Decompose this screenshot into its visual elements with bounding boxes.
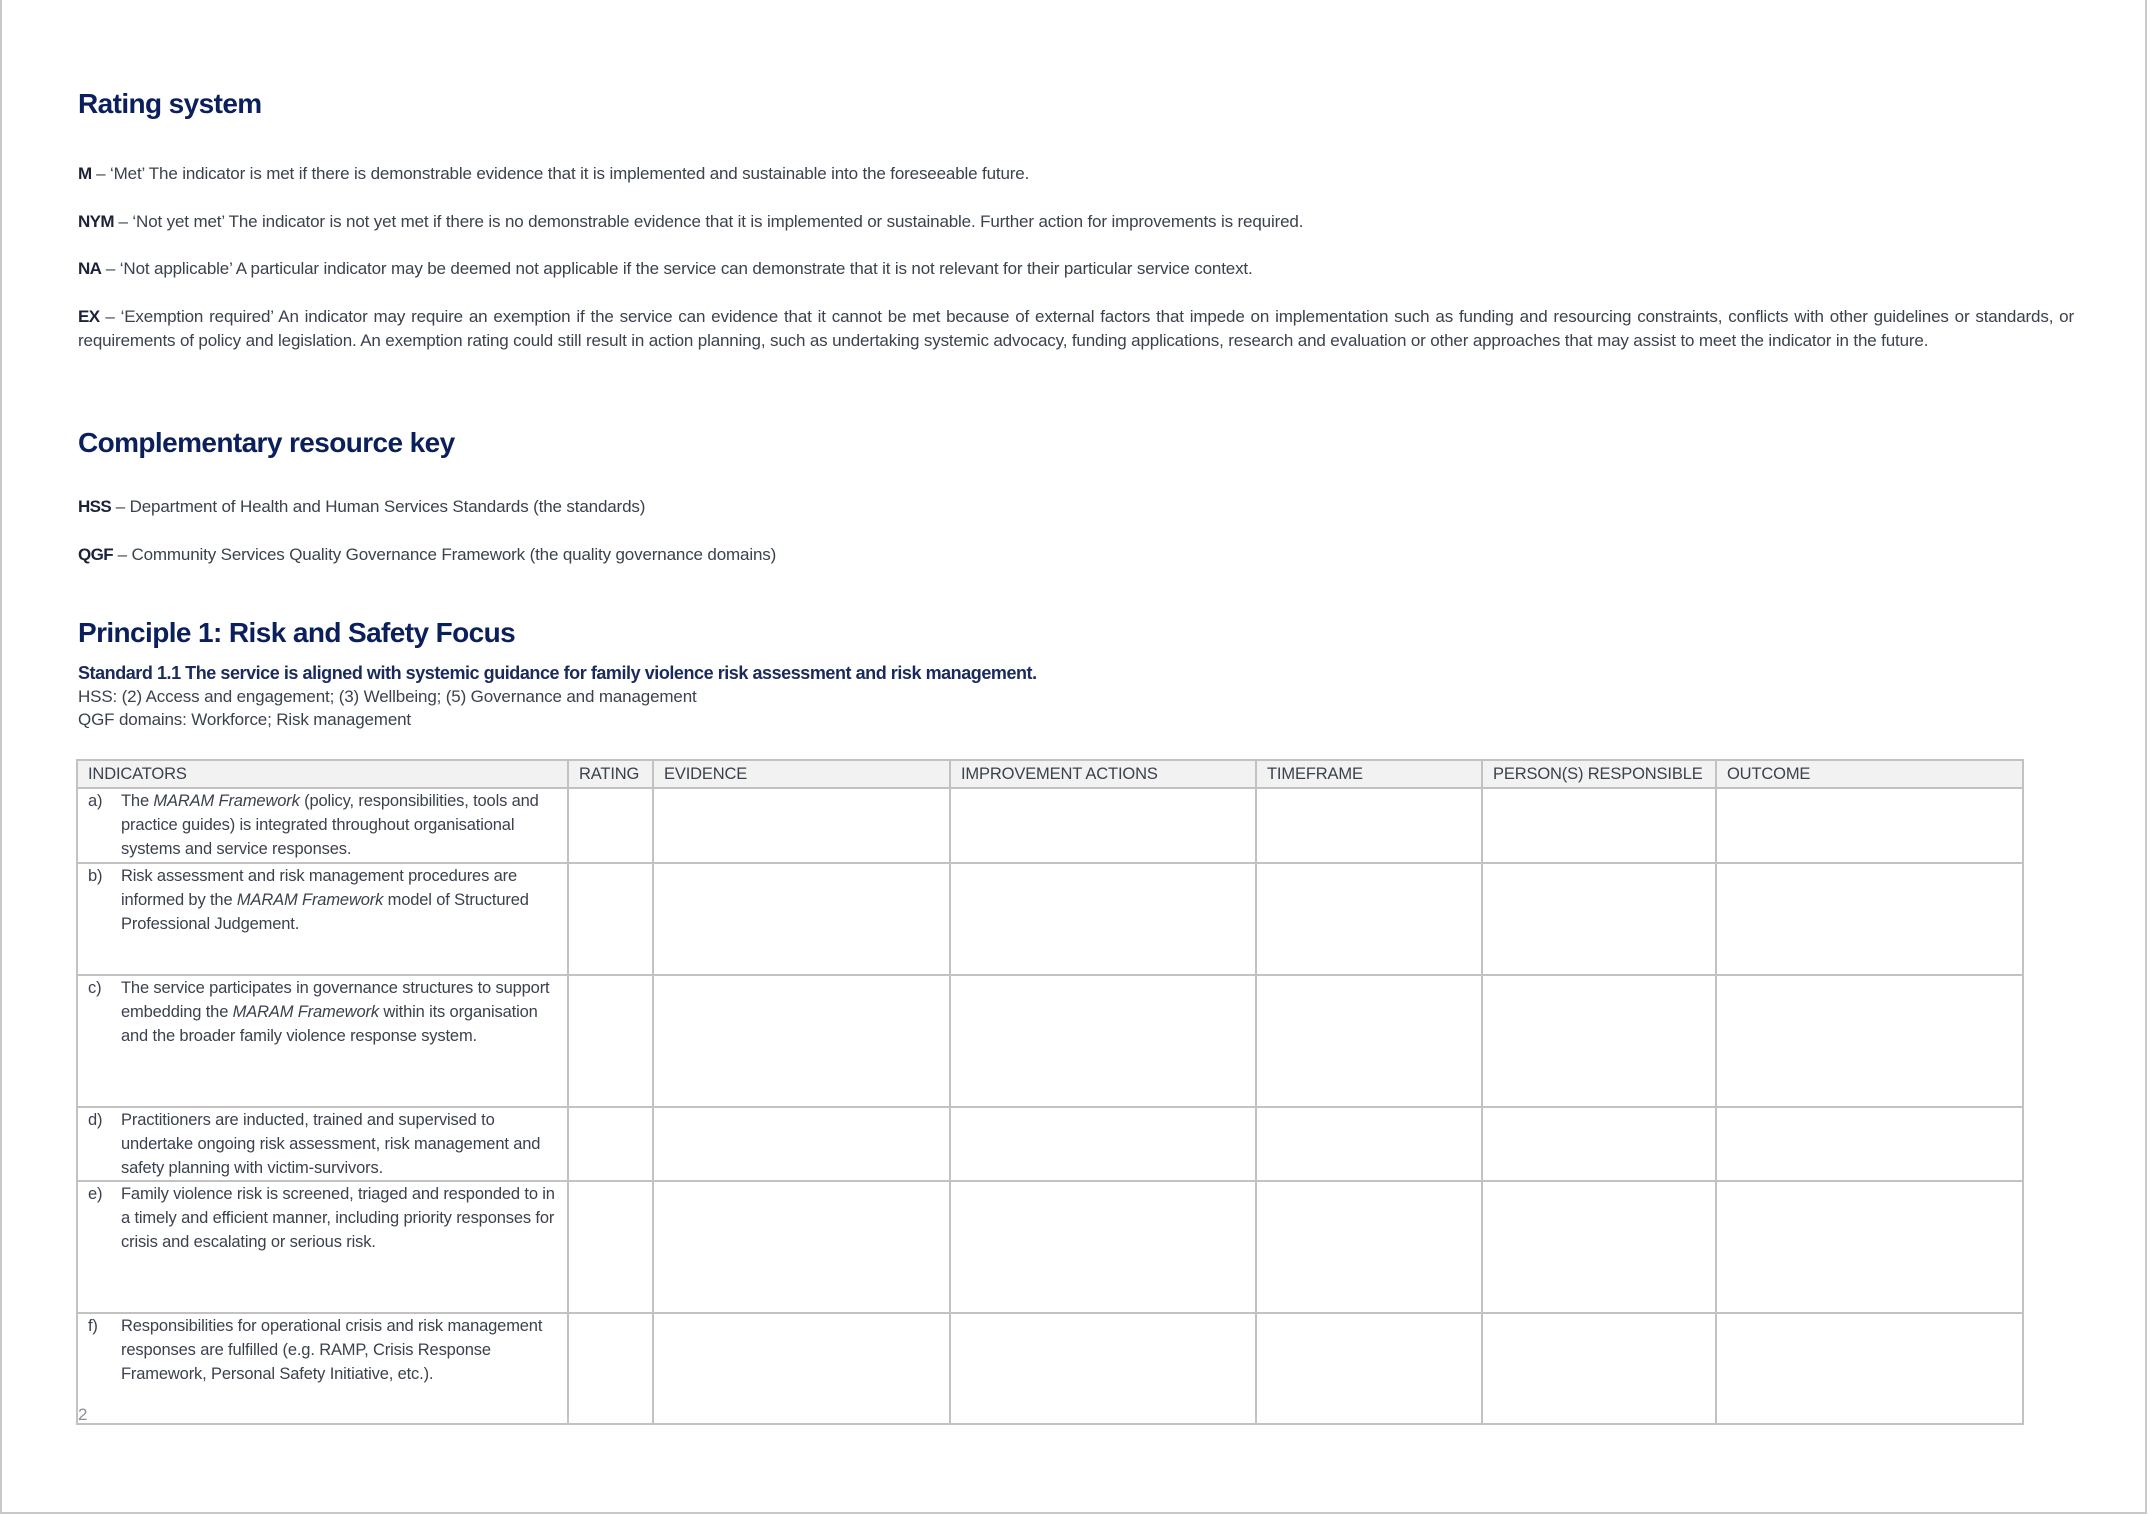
persons-responsible-cell[interactable] — [1482, 863, 1716, 975]
table-row — [77, 863, 2023, 975]
header-timeframe: TIMEFRAME — [1256, 760, 1482, 788]
evidence-cell[interactable] — [653, 1313, 950, 1424]
evidence-cell[interactable] — [653, 863, 950, 975]
indicator-text-emphasis: MARAM Framework — [232, 1003, 379, 1021]
evidence-cell[interactable] — [653, 1107, 950, 1181]
timeframe-cell[interactable] — [1256, 1107, 1482, 1181]
resource-code: QGF — [78, 545, 114, 564]
improvement-actions-cell[interactable] — [950, 1107, 1256, 1181]
rating-code: NYM — [78, 212, 114, 231]
indicator-text-pre: Practitioners are inducted, trained and supervised to undertake ongoing risk assessment, risk management and safety planning with victim-survivors. — [121, 1111, 541, 1177]
rating-cell[interactable] — [568, 975, 653, 1107]
improvement-actions-cell[interactable] — [950, 975, 1256, 1107]
rating-item-exemption — [78, 305, 2074, 353]
rating-description: – ‘Exemption required’ An indicator may require an exemption if the service can evidence that it cannot be met because of external factors that impede on implementation such as funding and resourcing constraints, conflicts with other guidelines or standards, or requirements of policy and legislation. An exemption rating could still result in action planning, such as undertaking systemic advocacy, funding applications, research and evaluation or other approaches that may assist to meet the indicator in the future. — [78, 307, 2074, 350]
indicator-letter: a) — [88, 792, 103, 810]
rating-cell[interactable] — [568, 1181, 653, 1313]
indicator-text — [121, 1314, 557, 1386]
indicator — [88, 864, 557, 936]
outcome-cell[interactable] — [1716, 975, 2023, 1107]
evidence-cell[interactable] — [653, 1181, 950, 1313]
outcome-cell[interactable] — [1716, 1107, 2023, 1181]
header-rating: RATING — [568, 760, 653, 788]
indicator-cell — [77, 1181, 568, 1313]
hss-mapping: HSS: (2) Access and engagement; (3) Wellbeing; (5) Governance and management — [78, 687, 697, 706]
principle-heading: Principle 1: Risk and Safety Focus — [78, 617, 516, 648]
persons-responsible-cell[interactable] — [1482, 975, 1716, 1107]
table-row — [77, 788, 2023, 863]
timeframe-cell[interactable] — [1256, 975, 1482, 1107]
outcome-cell[interactable] — [1716, 1313, 2023, 1424]
indicator-letter: f) — [88, 1317, 98, 1335]
resource-key-hss — [78, 495, 645, 519]
persons-responsible-cell[interactable] — [1482, 1181, 1716, 1313]
qgf-mapping: QGF domains: Workforce; Risk management — [78, 710, 412, 729]
page-number: 2 — [78, 1405, 88, 1424]
resource-description: – Community Services Quality Governance Framework (the quality governance domains) — [113, 545, 777, 564]
rating-code: EX — [78, 307, 100, 326]
rating-cell[interactable] — [568, 1107, 653, 1181]
header-persons-responsible: PERSON(S) RESPONSIBLE — [1482, 760, 1716, 788]
evidence-cell[interactable] — [653, 975, 950, 1107]
indicator-text-pre: Risk assessment and risk management procedures are informed by the — [121, 867, 518, 909]
indicator-cell — [77, 788, 568, 863]
resource-key-heading: Complementary resource key — [78, 427, 455, 458]
indicator-text-pre: Family violence risk is screened, triaged and responded to in a timely and efficient manner, including priority responses for crisis and escalating or serious risk. — [121, 1185, 555, 1251]
indicator — [88, 789, 557, 861]
improvement-actions-cell[interactable] — [950, 1313, 1256, 1424]
rating-cell[interactable] — [568, 1313, 653, 1424]
indicator-text-pre: The service participates in governance structures to support embedding the — [121, 979, 550, 1021]
indicator-text — [121, 1108, 557, 1180]
timeframe-cell[interactable] — [1256, 788, 1482, 863]
indicator — [88, 1314, 557, 1386]
indicator-text — [121, 789, 557, 861]
timeframe-cell[interactable] — [1256, 863, 1482, 975]
persons-responsible-cell[interactable] — [1482, 788, 1716, 863]
timeframe-cell[interactable] — [1256, 1313, 1482, 1424]
table-row — [77, 1181, 2023, 1313]
indicator-cell — [77, 1107, 568, 1181]
rating-item-met — [78, 162, 1029, 186]
table-header-row — [77, 760, 2023, 788]
timeframe-cell[interactable] — [1256, 1181, 1482, 1313]
resource-code: HSS — [78, 497, 112, 516]
indicator-cell — [77, 863, 568, 975]
outcome-cell[interactable] — [1716, 1181, 2023, 1313]
indicator-text-post: model of Structured Professional Judgement. — [121, 891, 529, 933]
indicator — [88, 1182, 557, 1254]
improvement-actions-cell[interactable] — [950, 1181, 1256, 1313]
outcome-cell[interactable] — [1716, 863, 2023, 975]
indicators-table — [76, 759, 2024, 1425]
indicator — [88, 976, 557, 1048]
rating-item-not-applicable — [78, 257, 1253, 281]
evidence-cell[interactable] — [653, 788, 950, 863]
table-row — [77, 1107, 2023, 1181]
resource-description: – Department of Health and Human Services Standards (the standards) — [111, 497, 646, 516]
indicator-cell — [77, 1313, 568, 1424]
rating-cell[interactable] — [568, 788, 653, 863]
rating-code: M — [78, 164, 92, 183]
header-evidence: EVIDENCE — [653, 760, 950, 788]
header-outcome: OUTCOME — [1716, 760, 2023, 788]
rating-system-heading: Rating system — [78, 88, 262, 119]
header-indicators: INDICATORS — [77, 760, 568, 788]
rating-code: NA — [78, 259, 102, 278]
indicator — [88, 1108, 557, 1180]
rating-cell[interactable] — [568, 863, 653, 975]
indicator-text-emphasis: MARAM Framework — [236, 891, 384, 909]
outcome-cell[interactable] — [1716, 788, 2023, 863]
persons-responsible-cell[interactable] — [1482, 1107, 1716, 1181]
indicator-text-post: (policy, responsibilities, tools and practice guides) is integrated throughout organisational systems and service responses. — [121, 792, 539, 858]
table-row — [77, 1313, 2023, 1424]
indicator-text — [121, 864, 557, 936]
improvement-actions-cell[interactable] — [950, 788, 1256, 863]
indicator-letter: b) — [88, 867, 103, 885]
indicator-cell — [77, 975, 568, 1107]
indicator-text-post: within its organisation and the broader family violence response system. — [121, 1003, 538, 1045]
indicator-text-pre: The — [121, 792, 154, 810]
rating-description: – ‘Not yet met’ The indicator is not yet met if there is no demonstrable evidence that it is implemented or sustainable. Further action for improvements is required. — [113, 212, 1304, 231]
rating-description: – ‘Not applicable’ A particular indicator may be deemed not applicable if the service can demonstrate that it is not relevant for their particular service context. — [101, 259, 1253, 278]
indicator-text — [121, 976, 557, 1048]
indicator-letter: e) — [88, 1185, 103, 1203]
indicator-text — [121, 1182, 557, 1254]
header-improvement-actions: IMPROVEMENT ACTIONS — [950, 760, 1256, 788]
indicator-letter: d) — [88, 1111, 103, 1129]
rating-description: – ‘Met’ The indicator is met if there is demonstrable evidence that it is implemented and sustainable into the foreseeable future. — [91, 164, 1030, 183]
improvement-actions-cell[interactable] — [950, 863, 1256, 975]
indicator-text-pre: Responsibilities for operational crisis and risk management responses are fulfilled (e.g. RAMP, Crisis Response Framework, Personal Safety Initiative, etc.). — [121, 1317, 543, 1383]
resource-key-qgf — [78, 543, 776, 567]
indicator-letter: c) — [88, 979, 102, 997]
indicator-text-emphasis: MARAM Framework — [153, 792, 300, 810]
table-row — [77, 975, 2023, 1107]
rating-item-not-yet-met — [78, 210, 1303, 234]
persons-responsible-cell[interactable] — [1482, 1313, 1716, 1424]
standard-statement: Standard 1.1 The service is aligned with systemic guidance for family violence risk assessment and risk management. — [78, 663, 1037, 683]
